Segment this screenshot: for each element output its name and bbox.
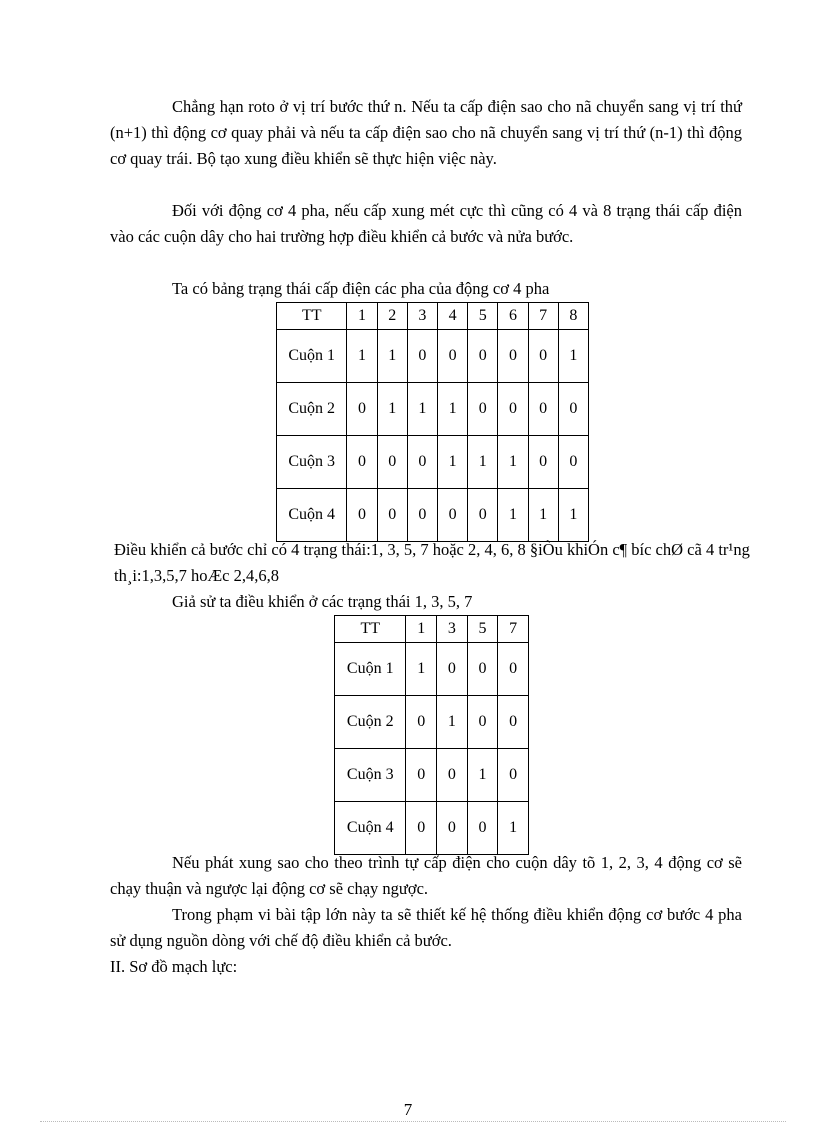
- state-cell: 0: [377, 489, 407, 542]
- header-cell: 6: [498, 303, 528, 330]
- state-cell: 0: [347, 383, 377, 436]
- table-row: [335, 749, 529, 802]
- header-cell: 1: [347, 303, 377, 330]
- state-cell: 1: [438, 383, 468, 436]
- state-cell: 1: [558, 489, 588, 542]
- state-cell: 0: [528, 436, 558, 489]
- paragraph-full-step-states: Điều khiển cả bước chỉ có 4 trạng thái:1, 3, 5, 7 hoặc 2, 4, 6, 8 §iÒu khiÓn c¶ bíc chØ cã 4 tr¹ng th¸i:1,3,5,7 hoÆc 2,4,6,8: [114, 540, 750, 585]
- state-cell: 0: [467, 696, 498, 749]
- state-cell: 0: [407, 330, 437, 383]
- state-cell: 0: [468, 330, 498, 383]
- state-cell: 0: [437, 802, 468, 855]
- state-cell: 0: [406, 696, 437, 749]
- paragraph-pulse-direction: Nếu phát xung sao cho theo trình tự cấp điện cho cuộn dây tõ 1, 2, 3, 4 động cơ sẽ chạy thuận và ngược lại động cơ sẽ chạy ngược.: [110, 853, 742, 898]
- state-cell: 1: [377, 330, 407, 383]
- header-cell: 8: [558, 303, 588, 330]
- table-row: [335, 696, 529, 749]
- table-row: [277, 489, 589, 542]
- state-cell: 0: [498, 749, 529, 802]
- header-cell: 7: [498, 616, 529, 643]
- state-cell: 0: [407, 436, 437, 489]
- state-cell: 0: [468, 489, 498, 542]
- paragraph-table1-caption: Ta có bảng trạng thái cấp điện các pha của động cơ 4 pha: [172, 279, 550, 298]
- state-cell: 0: [468, 383, 498, 436]
- state-cell: 1: [528, 489, 558, 542]
- header-cell: 4: [438, 303, 468, 330]
- header-cell: 3: [407, 303, 437, 330]
- state-cell: 0: [437, 749, 468, 802]
- row-label-cell: Cuộn 4: [335, 802, 406, 855]
- state-cell: 0: [437, 643, 468, 696]
- state-cell: 0: [528, 330, 558, 383]
- state-cell: 0: [558, 436, 588, 489]
- state-cell: 1: [498, 489, 528, 542]
- header-cell: 1: [406, 616, 437, 643]
- table-row: [277, 330, 589, 383]
- row-label-cell: Cuộn 1: [335, 643, 406, 696]
- header-cell: 3: [437, 616, 468, 643]
- state-cell: 1: [406, 643, 437, 696]
- state-cell: 0: [347, 489, 377, 542]
- phase-state-table-full-step: [334, 615, 529, 855]
- state-cell: 0: [467, 802, 498, 855]
- state-cell: 1: [498, 436, 528, 489]
- row-label-cell: Cuộn 2: [277, 383, 347, 436]
- state-cell: 0: [498, 643, 529, 696]
- state-cell: 1: [377, 383, 407, 436]
- state-cell: 0: [438, 489, 468, 542]
- state-cell: 0: [377, 436, 407, 489]
- state-cell: 0: [467, 643, 498, 696]
- state-cell: 1: [558, 330, 588, 383]
- state-cell: 0: [406, 802, 437, 855]
- paragraph-four-phase-states: Đối với động cơ 4 pha, nếu cấp xung mét cực thì cũng có 4 và 8 trạng thái cấp điện vào các cuộn dây cho hai trường hợp điều khiển cả bước và nửa bước.: [110, 201, 742, 246]
- section-heading-power-circuit: II. Sơ đồ mạch lực:: [110, 957, 238, 976]
- state-cell: 1: [498, 802, 529, 855]
- state-cell: 0: [558, 383, 588, 436]
- table-header-row: [335, 616, 529, 643]
- state-cell: 0: [407, 489, 437, 542]
- state-cell: 1: [467, 749, 498, 802]
- state-cell: 0: [406, 749, 437, 802]
- page-number: 7: [403, 1100, 413, 1119]
- table-header-row: [277, 303, 589, 330]
- state-cell: 1: [347, 330, 377, 383]
- row-label-cell: Cuộn 4: [277, 489, 347, 542]
- state-cell: 0: [498, 383, 528, 436]
- paragraph-rotor-position: Chẳng hạn roto ở vị trí bước thứ n. Nếu ta cấp điện sao cho nã chuyển sang vị trí thứ (n+1) thì động cơ quay phải và nếu ta cấp điện sao cho nã chuyển sang vị trí thứ (n-1) thì động cơ quay trái. Bộ tạo xung điều khiển sẽ thực hiện việc này.: [110, 97, 742, 168]
- state-cell: 0: [498, 696, 529, 749]
- header-cell: 7: [528, 303, 558, 330]
- row-label-cell: Cuộn 3: [335, 749, 406, 802]
- row-label-cell: Cuộn 3: [277, 436, 347, 489]
- state-cell: 0: [438, 330, 468, 383]
- header-cell: 5: [467, 616, 498, 643]
- state-cell: 1: [407, 383, 437, 436]
- state-cell: 1: [468, 436, 498, 489]
- table-row: [277, 436, 589, 489]
- table-row: [335, 643, 529, 696]
- table-row: [277, 383, 589, 436]
- header-cell: 5: [468, 303, 498, 330]
- footer-divider: [40, 1121, 786, 1122]
- state-cell: 0: [528, 383, 558, 436]
- phase-state-table-full: [276, 302, 589, 542]
- paragraph-design-scope: Trong phạm vi bài tập lớn này ta sẽ thiết kế hệ thống điều khiển động cơ bước 4 pha sử dụng nguồn dòng với chế độ điều khiển cả bước.: [110, 905, 742, 950]
- paragraph-table2-caption: Giả sử ta điều khiển ở các trạng thái 1, 3, 5, 7: [172, 592, 473, 611]
- header-cell: 2: [377, 303, 407, 330]
- state-cell: 1: [438, 436, 468, 489]
- state-cell: 0: [498, 330, 528, 383]
- row-label-cell: Cuộn 2: [335, 696, 406, 749]
- table-row: [335, 802, 529, 855]
- header-cell: TT: [277, 303, 347, 330]
- state-cell: 0: [347, 436, 377, 489]
- state-cell: 1: [437, 696, 468, 749]
- row-label-cell: Cuộn 1: [277, 330, 347, 383]
- header-cell: TT: [335, 616, 406, 643]
